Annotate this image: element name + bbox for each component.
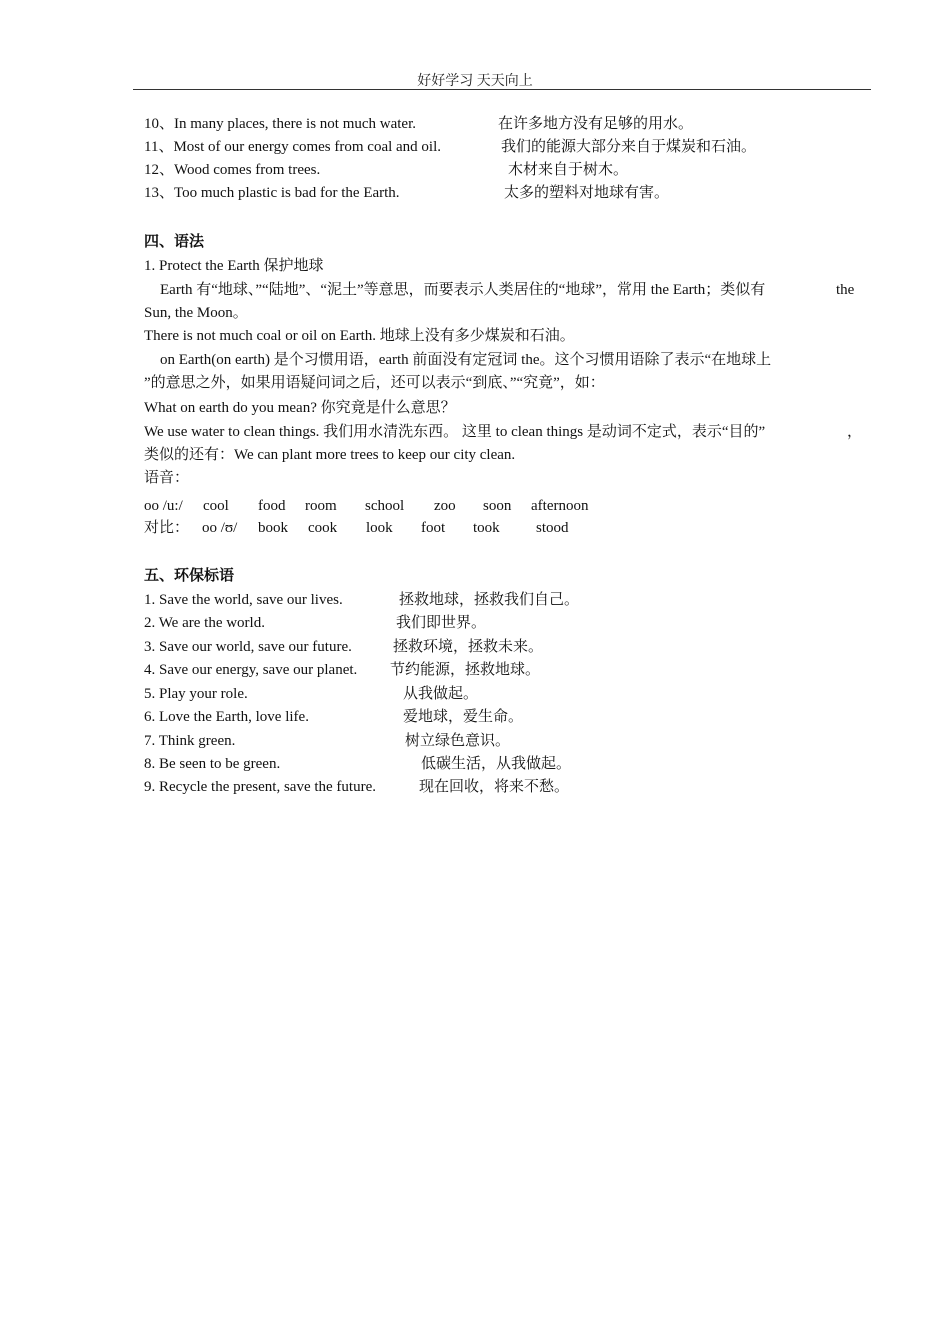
phonetic-word: zoo [434,498,456,514]
sentence-11-zh: 我们的能源大部分来自于煤炭和石油。 [501,139,757,155]
slogans-heading: 五、环保标语 [144,568,235,584]
grammar-p5-line2: 类似的还有：We can plant more trees to keep our city clean. [144,447,516,463]
grammar-item-1: 1. Protect the Earth 保护地球 [144,258,324,274]
slogan-en: 8. Be seen to be green. [144,756,281,772]
slogan-en: 7. Think green. [144,733,236,749]
grammar-p5-line1: We use water to clean things. 我们用水清洗东西。 这里 to clean things 是动词不定式，表示“目的” [144,424,766,440]
grammar-p5-comma: ， [847,424,863,440]
phonetic-word: food [258,498,286,514]
slogan-zh: 低碳生活，从我做起。 [421,756,572,772]
phonetics-label: 语音： [144,470,190,486]
slogan-en: 4. Save our energy, save our planet. [144,662,358,678]
sentence-12-zh: 木材来自于树木。 [508,162,629,178]
sentence-10-zh: 在许多地方没有足够的用水。 [498,116,694,132]
slogan-zh: 现在回收，将来不愁。 [419,779,570,795]
grammar-p2: There is not much coal or oil on Earth. 地球上没有多少煤炭和石油。 [144,328,575,344]
phonetic-word: foot [421,520,446,536]
grammar-p3-line2: ”的意思之外，如果用语疑问词之后，还可以表示“到底、”“究竟”，如： [144,375,605,391]
grammar-p1-line2: Sun, the Moon。 [144,305,248,321]
phonetic-word: stood [536,520,569,536]
slogan-zh: 节约能源，拯救地球。 [390,662,541,678]
sentence-10-en: 10、In many places, there is not much water. [144,116,417,132]
phonetic-word: school [365,498,405,514]
sentence-13-en: 13、Too much plastic is bad for the Earth. [144,185,400,201]
sentence-13-zh: 太多的塑料对地球有害。 [504,185,670,201]
grammar-p4: What on earth do you mean? 你究竟是什么意思？ [144,400,456,416]
slogan-zh: 爱地球，爱生命。 [403,709,524,725]
slogan-en: 2. We are the world. [144,615,265,631]
slogan-en: 6. Love the Earth, love life. [144,709,309,725]
header-rule [133,89,871,90]
slogan-zh: 从我做起。 [403,686,479,702]
slogan-zh: 拯救环境，拯救未来。 [393,639,544,655]
phonetic-word: took [473,520,500,536]
slogan-zh: 拯救地球，拯救我们自己。 [399,592,580,608]
page-header: 好好学习 天天向上 [417,74,533,89]
phonetic-row2-sound: oo /ʊ/ [202,520,238,536]
grammar-p3-line1: on Earth(on earth) 是个习惯用语，earth 前面没有定冠词 the。这个习惯用语除了表示“在地球上 [160,352,772,368]
slogan-en: 9. Recycle the present, save the future. [144,779,376,795]
phonetic-word: soon [483,498,512,514]
phonetic-word: cook [308,520,338,536]
phonetic-word: cool [203,498,229,514]
slogan-en: 5. Play your role. [144,686,248,702]
phonetic-word: room [305,498,337,514]
slogan-zh: 树立绿色意识。 [405,733,511,749]
sentence-12-en: 12、Wood comes from trees. [144,162,321,178]
slogan-en: 1. Save the world, save our lives. [144,592,343,608]
phonetic-word: book [258,520,288,536]
grammar-p1-line1: Earth 有“地球、”“陆地”、“泥土”等意思，而要表示人类居住的“地球”，常用 the Earth；类似有 [160,282,766,298]
phonetic-row1-label: oo /u:/ [144,498,183,514]
slogan-zh: 我们即世界。 [396,615,487,631]
grammar-p1-the: the [836,282,855,298]
slogan-en: 3. Save our world, save our future. [144,639,352,655]
phonetic-word: look [366,520,393,536]
phonetic-row2-label: 对比： [144,520,190,536]
grammar-heading: 四、语法 [144,234,205,250]
sentence-11-en: 11、Most of our energy comes from coal and oil. [144,139,442,155]
phonetic-word: afternoon [531,498,589,514]
